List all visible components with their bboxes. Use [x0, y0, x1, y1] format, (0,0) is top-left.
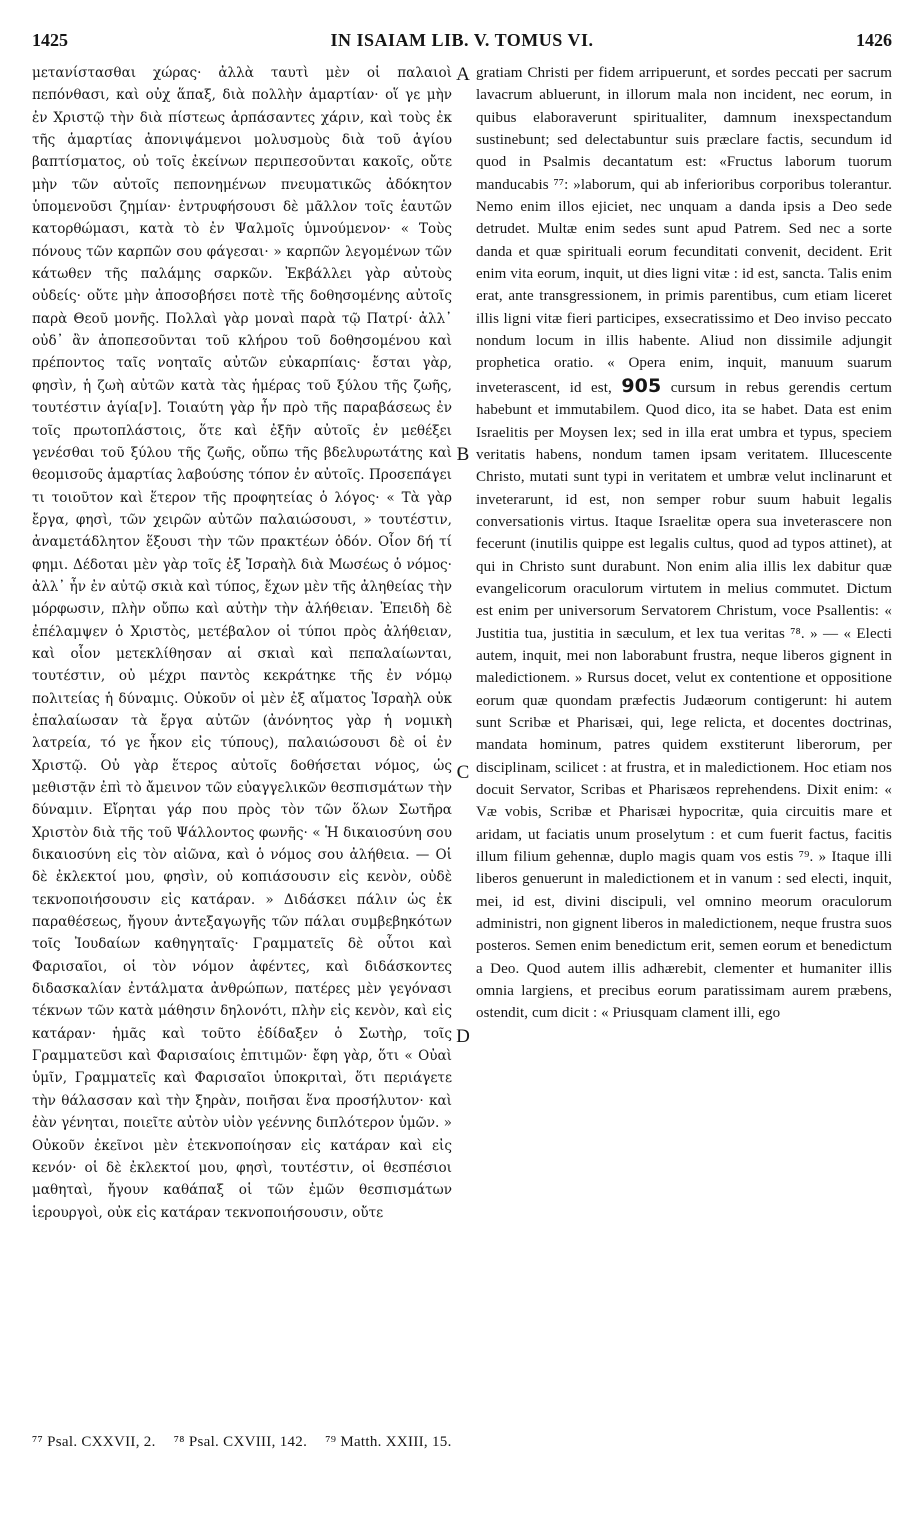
section-marker-b: B [456, 444, 470, 465]
footnote: ⁷⁷ Psal. CXXVII, 2. [32, 1434, 156, 1450]
latin-text-part-1: gratiam Christi per fidem arripuerunt, et sordes peccati per sacrum lavacrum abluerunt, in illorum mala non incident, nec eorum, in quibus elaboraverunt spiritualiter, damnum inexspectandum sustinebunt; sed delectabuntur suis præclare factis, secundum id quod in Psalmis decantatum est: «Fructus laborum tuorum manducabis ⁷⁷: »laborum, qui ab inferioribus corporibus tolerantur. Nemo enim illos ejiciet, nec unquam a danda ipsis a Deo sede detrudet. Multæ enim sedes sunt apud Patrem. Sed nec a sorte danda et quæ spirituali eorum fecunditati convenit, decident. Erit enim vita eorum, inquit, ut dies ligni vitæ : id est, sancta. Talis enim erat, ante transgressionem, in primis parentibus, cum etiam liceret illis ligni vitæ fieri participes, exsecratissimo et Deo inviso peccato nondum locum in illis habente. Aliud non dissimile adjungit prophetica oratio. « Opera enim, inquit, manuum suarum inveterascent, id est, [476, 65, 892, 396]
footnote: ⁷⁸ Psal. CXVIII, 142. [173, 1434, 308, 1450]
marginal-page-number: 905 [621, 374, 662, 397]
latin-text [476, 62, 892, 1025]
left-page-number: 1425 [32, 30, 68, 50]
footnote: ⁷⁹ Matth. XXIII, 15. [325, 1434, 452, 1450]
running-title: IN ISAIAM LIB. V. TOMUS VI. [330, 30, 594, 50]
section-marker-c: C [456, 762, 470, 783]
greek-text: μετανίστασθαι χώρας· ἀλλὰ ταυτὶ μὲν οἱ παλαιοὶ πεπόνθασι, καὶ οὐχ ἅπαξ, διὰ πολλὴν ἁμαρτίαν· οἵ γε μὴν ἐν Χριστῷ τὴν διὰ πίστεως ἁρπάσαντες χάριν, καὶ τοὺς ἐκ τῆς ἁμαρτίας ἀπονιψάμενοι μολυσμοὺς διὰ τοῦ ἁγίου βαπτίσματος, οὐ τοῖς ἐκείνων περιπεσοῦνται κακοῖς, οὔτε μὴν τῶν αὐτοῖς πεπονημένων πνευματικῶς ἀδόκητον ὑπομενοῦσι ζημίαν· ἐντρυφήσουσι δὲ μᾶλλον τοῖς ἑαυτῶν κατορθώμασι, κατὰ τὸ ἐν Ψαλμοῖς ὑμνούμενον· « Τοὺς πόνους τῶν καρπῶν σου φάγεσαι· » καρπῶν λεγομένων τῶν κάτωθεν τῆς παλάμης σαρκῶν. Ἐκβάλλει γὰρ αὐτοὺς οὐδείς· οὔτε μὴν ἀποσοβήσει ποτὲ τῆς δοθησομένης αὐτοῖς παρὰ Θεοῦ μονῆς. Πολλαὶ γὰρ μοναὶ παρὰ τῷ Πατρί· ἀλλ᾽ οὐδ᾽ ἂν ἀποπεσοῦνται τοῦ κλήρου τοῦ δοθησομένου καὶ πρέποντος ταῖς νοηταῖς αὐτῶν εὐκαρπίαις· ἔσται γὰρ, φησὶν, ἡ ζωὴ αὐτῶν κατὰ τὰς ἡμέρας τοῦ ξύλου τῆς ζωῆς, τουτέστιν ἁγία[ν]. Τοιαύτη γὰρ ἦν πρὸ τῆς παραβάσεως ἐν τοῖς πρωτοπλάστοις, ὅτε καὶ ἐξῆν αὐτοῖς ἐν μεθέξει γενέσθαι τοῦ ξύλου τῆς ζωῆς, οὔπω τῆς βδελυρωτάτης καὶ θεομισοῦς ἁμαρτίας λαβούσης τόπον ἐν αὐτοῖς. Προσεπάγει τι τοιοῦτον καὶ ἕτερον τῆς προφητείας ὁ λόγος· « Τὰ γὰρ ἔργα, φησὶ, τῶν χειρῶν αὐτῶν παλαιώσουσι, » τουτέστιν, ἀναμετάδλητον ἕξουσι τὴν τῶν πρακτέων ὁδόν. Οἷον δή τί φημι. Δέδοται μὲν γὰρ τοῖς ἐξ Ἰσραὴλ διὰ Μωσέως ὁ νόμος· ἀλλ᾽ ἦν ἐν αὐτῷ σκιὰ καὶ τύπος, ἔχων μὲν τῆς ἀληθείας τὴν μόρφωσιν, πλὴν οὔπω καὶ αὐτὴν τὴν ἀλήθειαν. Ἐπειδὴ δὲ ἐπέλαμψεν ὁ Χριστὸς, μετέβαλον οἱ τύποι πρὸς ἀλήθειαν, καὶ οἷον μετεκλίθησαν αἱ σκιαὶ καὶ πεπαλαίωνται, τουτέστιν, οὐ μέχρι παντὸς κεκράτηκε τῆς ἐν νόμῳ πολιτείας ἡ δύναμις. Οὐκοῦν οἱ μὲν ἐξ αἵματος Ἰσραὴλ οὐκ ἐπαλαίωσαν τὰ ἔργα αὐτῶν (ἀνόνητος γὰρ ἡ νομικὴ λατρεία, τό γε ἧκον εἰς τύπους), παλαιώσουσι δὲ οἱ ἐν Χριστῷ. Οὐ γὰρ ἕτερος αὐτοῖς δοθήσεται νόμος, ὡς μεθιστᾷν ἐπὶ τὸ ἄμεινον τῶν εὐαγγελικῶν θεσπισμάτων τὴν δύναμιν. Εἴρηται γάρ που πρὸς τὸν τῶν ὅλων Σωτῆρα Χριστὸν διὰ τῆς τοῦ Ψάλλοντος φωνῆς· « Ἡ δικαιοσύνη σου δικαιοσύνη εἰς τὸν αἰῶνα, καὶ ὁ νόμος σου ἀλήθεια. — Οἱ δὲ ἐκλεκτοί μου, φησὶν, οὐ κοπιάσουσιν εἰς κενὸν, οὐδὲ τεκνοποιήσουσιν εἰς κατάραν. » Διδάσκει πάλιν ὡς ἐκ παραθέσεως, ἤγουν ἀντεξαγωγῆς τῶν πάλαι συμβεβηκότων τοῖς Ἰουδαίων καθηγηταῖς· Γραμματεῖς δὲ οὗτοι καὶ Φαρισαῖοι, οἱ τὸν νόμον ἀφέντες, καὶ διδάσκοντες διδασκαλίαν ἐντάλματα ἀνθρώπων, πατέρες μὲν γεγόνασι τέκνων τῶν κατὰ μάθησιν δηλονότι, πλὴν εἰς κενὸν, καὶ εἰς κατάραν· ἡμᾶς καὶ τοῦτο ἐδίδαξεν ὁ Σωτὴρ, τοῖς Γραμματεῦσι καὶ Φαρισαίοις ἐπιτιμῶν· ἔφη γὰρ, ὅτι « Οὐαὶ ὑμῖν, Γραμματεῖς καὶ Φαρισαῖοι ὑποκριταὶ, ὅτι περιάγετε τὴν θάλασσαν καὶ τὴν ξηρὰν, ποιῆσαι ἕνα προσήλυτον· καὶ ἐὰν γένηται, ποιεῖτε αὐτὸν υἱὸν γεέννης διπλότερον ὑμῶν. » Οὐκοῦν ἐκεῖνοι μὲν ἐτεκνοποίησαν εἰς κατάραν καὶ εἰς κενόν· οἱ δὲ ἐκλεκτοί μου, φησὶ, τουτέστιν, οἱ θεσπέσιοι μαθηταὶ, ἤγουν καθάπαξ οἱ τῶν ἐμῶν θεσπισμάτων ἱερουργοὶ, οὐκ εἰς κατάραν τεκνοποιήσουσιν, οὔτε [32, 65, 452, 1221]
section-marker-a: A [456, 64, 470, 85]
latin-text-part-2: cursum in rebus gerendis certum habebunt et immutabilem. Quod dico, ita se habet. Data est enim Israelitis per Moysen lex; sed in illa erat umbra et typus, speciem veritatis habens, nondum tamen ipsam veritatem. Illucescente Christo, mutati sunt typi in veritatem et umbræ velut inclinarunt et inveterarunt, id est, non semper robur suum habuit legalis conversationis virtus. Itaque Israelitæ opera sua inveterascere non fecerunt (inutilis quippe est legalis cultus, quod ad typos attinet), at qui in Christo sunt durabunt. Non enim alia illis lex dabitur quæ evangelicorum oraculorum virtutem in melius commutet. Dictum est enim per universorum Servatorem Christum, voce Psallentis: « Justitia tua, justitia in sæculum, et lex tua veritas ⁷⁸. » — « Electi autem, inquit, mei non laborabunt frustra, neque liberos gignent in maledictionem. » Rursus docet, velut ex contentione et oppositione eorum quæ quondam præfectis Judæorum contigerunt: hi autem sunt Scribæ et Pharisæi, qui, lege relicta, et docentes doctrinas, mandata hominum, patres quidem exstiterunt liberorum, per disciplinam, scilicet : at frustra, et in maledictionem. Hoc etiam nos docuit Servator, Scribas et Pharisæos reprehendens. Dixit enim: « Væ vobis, Scribæ et Pharisæi hypocritæ, quia circuitis mare et aridam, ut faciatis unum proselytum : et cum fuerit factus, facitis illum filium gehennæ, duplo magis quam vos estis ⁷⁹. » Itaque illi liberos genuerunt in maledictionem et in vanum : sed electi, inquit, mei, id est, divini discipuli, vel omnino meorum oraculorum administri, non gignent liberos in maledictionem, neque frustra suos posteros. Semen enim benedictum erit, semen eorum et benedictum a Deo. Quod autem illis adhærebit, clementer et humaniter illis omnia largiens, et precibus eorum paratissimam aurem præbens, ostendit, cum dicit : « Priusquam clament illi, ego [476, 379, 892, 1022]
footnotes [32, 1434, 892, 1451]
latin-column [476, 62, 892, 1414]
section-marker-d: D [456, 1026, 470, 1047]
running-header [32, 30, 892, 54]
greek-column [32, 62, 452, 1414]
right-page-number: 1426 [856, 30, 892, 50]
